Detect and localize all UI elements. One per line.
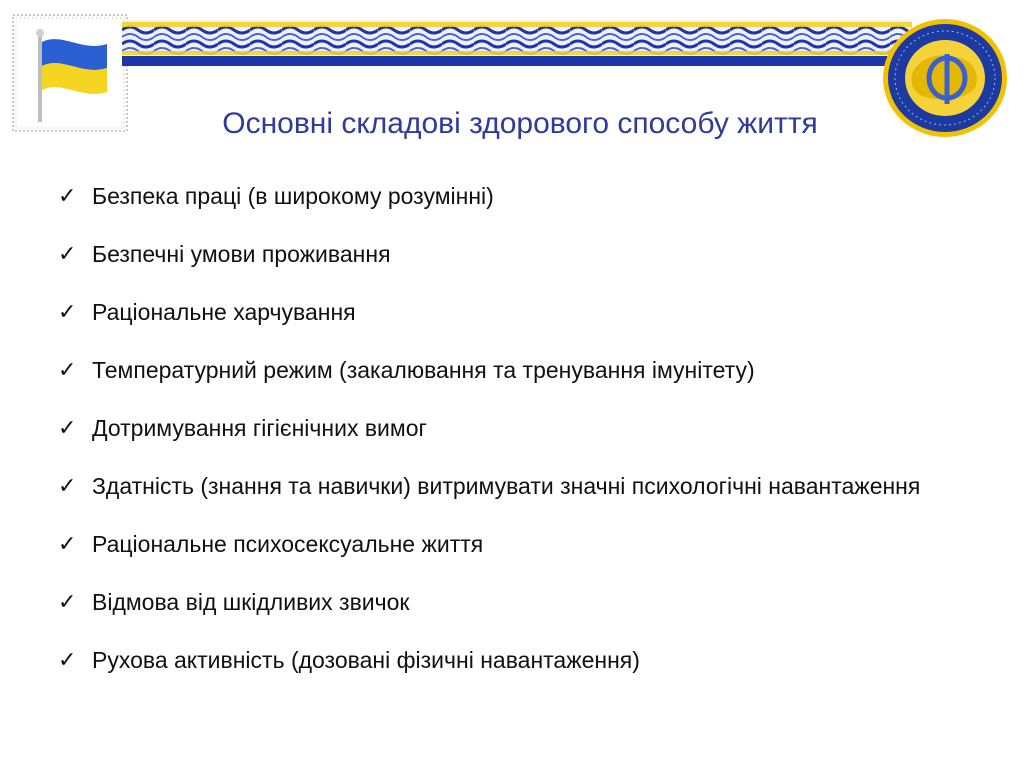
checkmark-icon: ✓ <box>58 242 77 267</box>
institute-emblem-icon <box>880 16 1010 140</box>
list-item-text: Раціональне психосексуальне життя <box>92 531 484 557</box>
list-item-text: Здатність (знання та навички) витримувати значні психологічні навантаження <box>92 473 921 499</box>
list-item-text: Відмова від шкідливих звичок <box>92 589 410 615</box>
institute-emblem <box>880 16 1010 140</box>
list-item-text: Дотримування гігієнічних вимог <box>92 415 427 441</box>
checkmark-icon: ✓ <box>58 184 77 209</box>
ukraine-flag-icon <box>12 14 128 132</box>
checkmark-icon: ✓ <box>58 300 77 325</box>
checklist <box>58 180 958 702</box>
list-item-text: Температурний режим (закалювання та тренування імунітету) <box>92 357 755 383</box>
checkmark-icon: ✓ <box>58 590 77 615</box>
list-item <box>58 296 958 329</box>
wave-banner <box>122 20 912 66</box>
list-item <box>58 644 958 677</box>
list-item <box>58 586 958 619</box>
checkmark-icon: ✓ <box>58 474 77 499</box>
flag-image <box>12 14 128 132</box>
list-item-text: Безпечні умови проживання <box>92 241 391 267</box>
list-item <box>58 528 958 561</box>
checkmark-icon: ✓ <box>58 358 77 383</box>
list-item <box>58 238 958 271</box>
page-title: Основні складові здорового способу життя <box>222 107 818 140</box>
checkmark-icon: ✓ <box>58 532 77 557</box>
list-item <box>58 470 958 503</box>
list-item <box>58 354 958 387</box>
list-item <box>58 412 958 445</box>
checkmark-icon: ✓ <box>58 416 77 441</box>
checkmark-icon: ✓ <box>58 648 77 673</box>
list-item-text: Раціональне харчування <box>92 299 356 325</box>
list-item-text: Безпека праці (в широкому розумінні) <box>92 183 494 209</box>
list-item-text: Рухова активність (дозовані фізичні навантаження) <box>92 647 640 673</box>
list-item <box>58 180 958 213</box>
